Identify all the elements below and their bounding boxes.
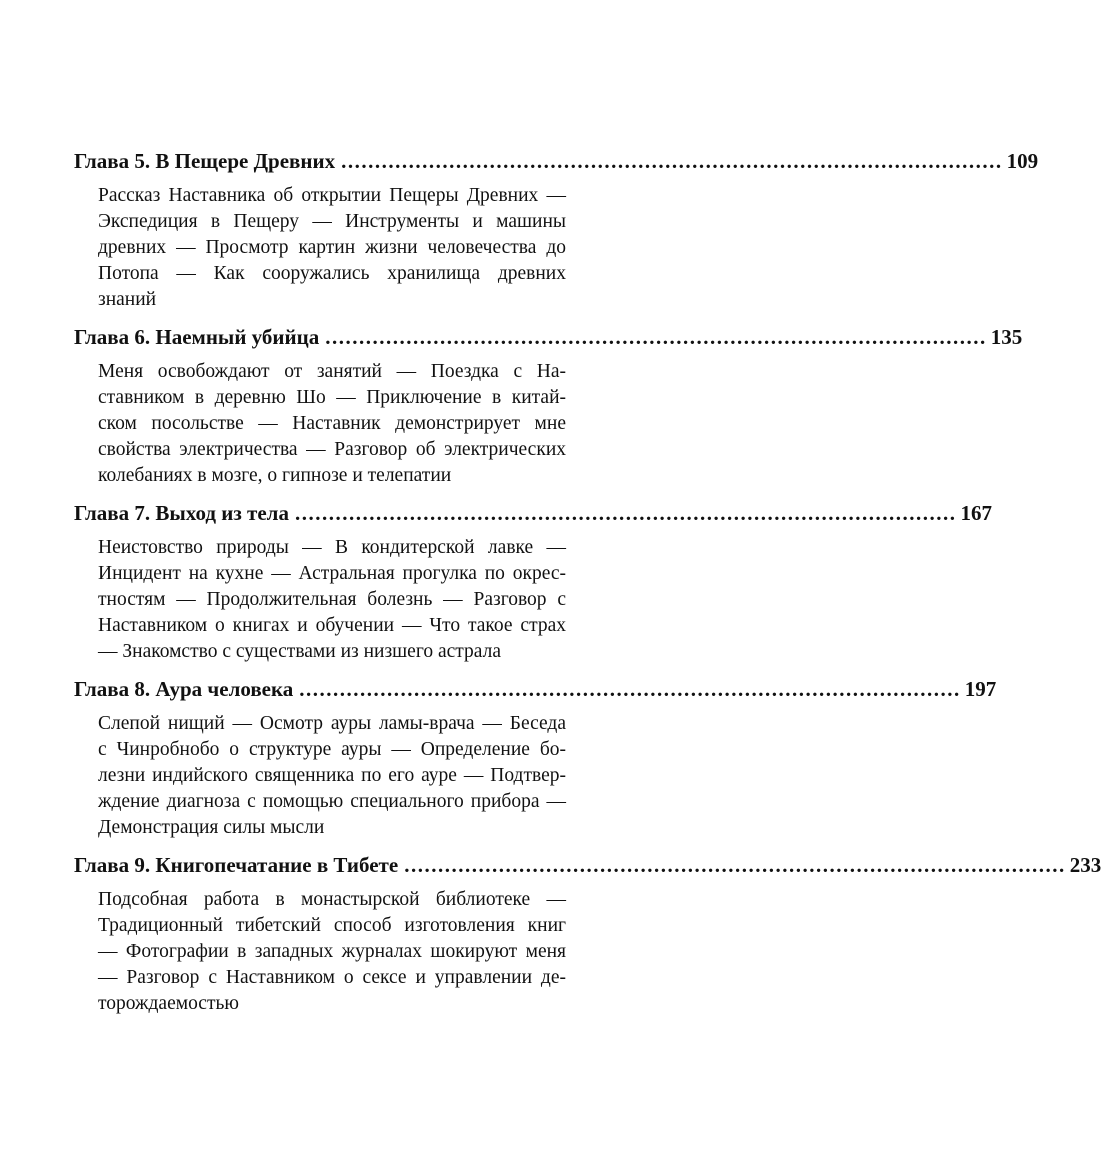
- toc-heading: [74, 319, 1023, 355]
- summary-line: ском посольстве — Наставник демонстрирует мне: [98, 413, 566, 434]
- toc-heading: [74, 495, 992, 531]
- summary-line: Экспедиция в Пещеру — Инструменты и машины: [98, 211, 566, 232]
- summary-line: ставником в деревню Шо — Приключение в китай-: [98, 387, 566, 408]
- table-of-contents: [74, 143, 1101, 1017]
- summary-line: Традиционный тибетский способ изготовления книг: [98, 915, 566, 936]
- chapter-title: Глава 5. В Пещере Древних: [74, 149, 336, 173]
- summary-line: колебаниях в мозге, о гипнозе и телепатии: [98, 465, 452, 486]
- dot-leader: ..................................................................................................: [299, 677, 961, 701]
- toc-heading: [74, 847, 1101, 883]
- summary-line: Демонстрация силы мысли: [98, 817, 325, 838]
- chapter-summary: [98, 359, 566, 489]
- summary-line: ждение диагноза с помощью специального прибора —: [98, 791, 566, 812]
- page-number: 109: [1006, 149, 1039, 173]
- chapter-title: Глава 6. Наемный убийца: [74, 325, 320, 349]
- chapter-summary: [98, 535, 566, 665]
- toc-heading: [74, 671, 997, 707]
- dot-leader: ..................................................................................................: [341, 149, 1003, 173]
- chapter-summary: [98, 711, 566, 841]
- summary-line: Наставником о книгах и обучении — Что такое страх: [98, 615, 566, 636]
- summary-line: Рассказ Наставника об открытии Пещеры Древних —: [98, 185, 566, 206]
- summary-line: лезни индийского священника по его ауре — Подтвер-: [98, 765, 566, 786]
- summary-line: Неистовство природы — В кондитерской лавке —: [98, 537, 566, 558]
- summary-line: древних — Просмотр картин жизни человечества до: [98, 237, 566, 258]
- summary-line: Инцидент на кухне — Астральная прогулка по окрес-: [98, 563, 566, 584]
- summary-line: — Разговор с Наставником о сексе и управлении де-: [98, 967, 566, 988]
- summary-line: знаний: [98, 289, 157, 310]
- page-number: 167: [960, 501, 992, 525]
- summary-line: — Фотографии в западных журналах шокируют меня: [98, 941, 566, 962]
- page-number: 197: [964, 677, 997, 701]
- chapter-title: Глава 9. Книгопечатание в Тибете: [74, 853, 399, 877]
- summary-line: тностям — Продолжительная болезнь — Разговор с: [98, 589, 566, 610]
- summary-line: Потопа — Как сооружались хранилища древних: [98, 263, 566, 284]
- summary-line: — Знакомство с существами из низшего астрала: [98, 641, 502, 662]
- summary-line: с Чинробнобо о структуре ауры — Определение бо-: [98, 739, 566, 760]
- toc-entry-chapter-8[interactable]: [74, 671, 997, 841]
- toc-entry-chapter-7[interactable]: [74, 495, 992, 665]
- summary-line: Слепой нищий — Осмотр ауры ламы-врача — Беседа: [98, 713, 566, 734]
- chapter-title: Глава 8. Аура человека: [74, 677, 294, 701]
- chapter-title: Глава 7. Выход из тела: [74, 501, 289, 525]
- summary-line: Меня освобождают от занятий — Поездка с На-: [98, 361, 566, 382]
- summary-line: свойства электричества — Разговор об электрических: [98, 439, 566, 460]
- dot-leader: ..................................................................................................: [404, 853, 1066, 877]
- dot-leader: ..................................................................................................: [294, 501, 957, 525]
- page-number: 233: [1069, 853, 1101, 877]
- toc-heading: [74, 143, 1039, 179]
- dot-leader: ..................................................................................................: [325, 325, 987, 349]
- chapter-summary: [98, 183, 566, 313]
- chapter-summary: [98, 887, 566, 1017]
- toc-entry-chapter-9[interactable]: [74, 847, 1101, 1017]
- page-number: 135: [990, 325, 1023, 349]
- toc-entry-chapter-6[interactable]: [74, 319, 1023, 489]
- summary-line: Подсобная работа в монастырской библиотеке —: [98, 889, 566, 910]
- toc-entry-chapter-5[interactable]: [74, 143, 1039, 313]
- summary-line: торождаемостью: [98, 993, 239, 1014]
